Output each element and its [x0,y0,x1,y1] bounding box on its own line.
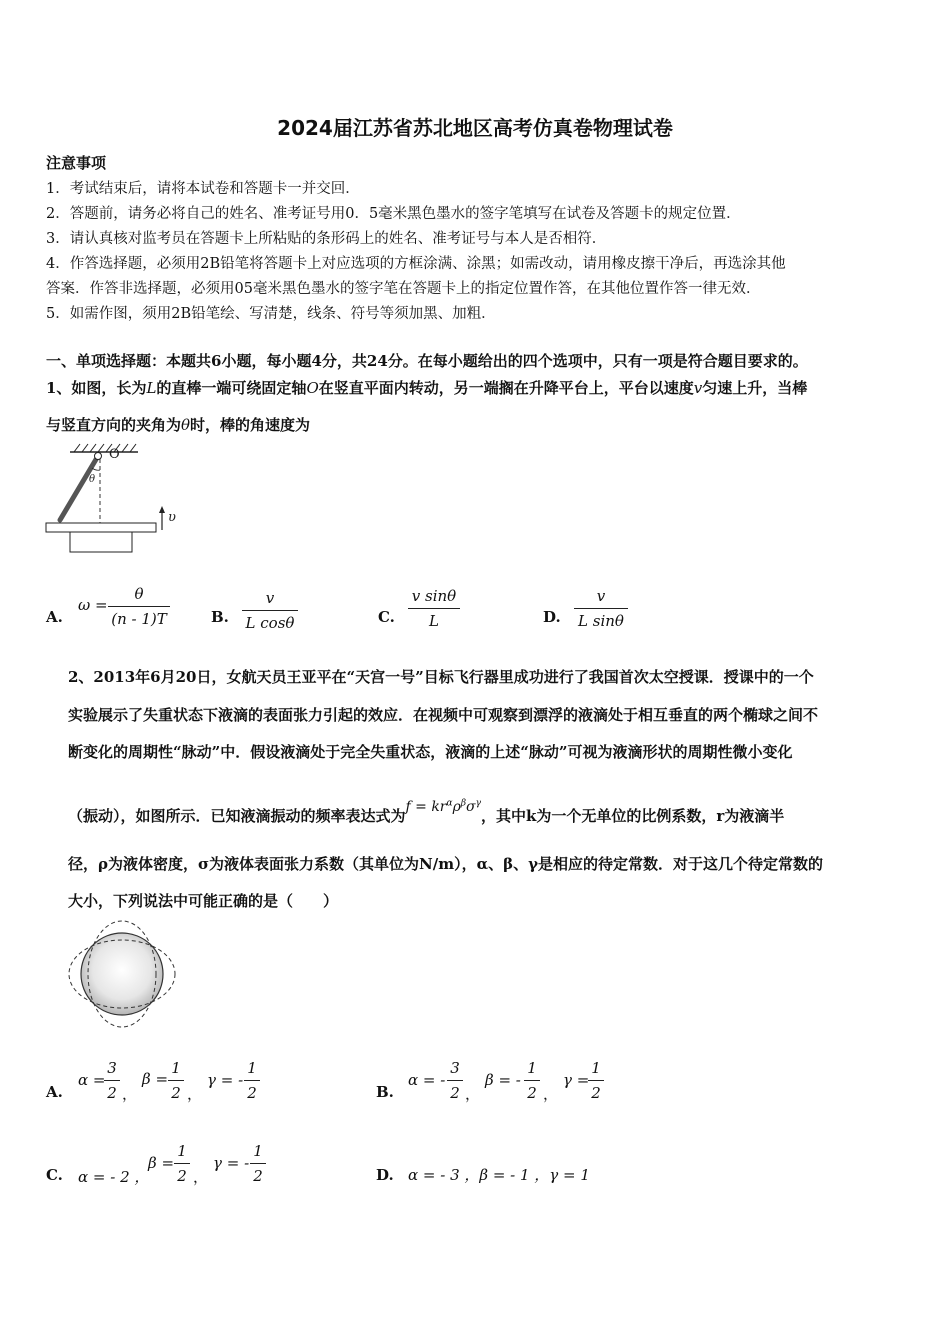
rod [60,456,98,520]
notice-item: 4．作答选择题，必须用2B铅笔将答题卡上对应选项的方框涂满、涂黑；如需改动，请用橡皮擦干净后，再选涂其他 [46,256,786,272]
q1-option-c-label[interactable]: C. [378,608,395,626]
question-2-line-2: 实验展示了失重状态下液滴的表面张力引起的效应．在视频中可观察到漂浮的液滴处于相互垂直的两个椭球之间不 [68,706,819,724]
notice-item: 1．考试结束后，请将本试卷和答题卡一并交回． [46,181,360,197]
page-title: 2024届江苏省苏北地区高考仿真卷物理试卷 [277,116,673,140]
q2-option-d-label[interactable]: D. [376,1166,394,1184]
theta-label: θ [89,474,96,485]
q1-option-a-lhs: ω = [78,596,108,614]
question-2-line-5: 径，ρ为液体密度，σ为液体表面张力系数（其单位为N/m），α、β、γ是相应的待定常数．对于这几个待定常数的 [68,855,824,873]
question-2-line-6: 大小，下列说法中可能正确的是（ ） [68,892,339,910]
q2-option-a-label[interactable]: A. [46,1083,63,1101]
notice-item: 5．如需作图，须用2B铅笔绘、写清楚，线条、符号等须加黑、加粗． [46,306,496,322]
platform-plate [46,523,156,532]
q2-option-d-formula: α = - 3 ，β = - 1 ，γ = 1 [408,1166,590,1184]
q1-option-a-fraction: θ (n - 1)T [108,583,170,630]
velocity-label: υ [168,510,176,525]
ceiling-hatch [74,444,136,452]
notice-item: 3．请认真核对监考员在答题卡上所粘贴的条形码上的姓名、准考证号与本人是否相符． [46,231,607,247]
section-heading: 一、单项选择题：本题共6小题，每小题4分，共24分。在每小题给出的四个选项中，只有一项是符合题目要求的。 [46,352,808,370]
question-2-line-3: 断变化的周期性“脉动”中．假设液滴处于完全失重状态，液滴的上述“脉动”可视为液滴形状的周期性微小变化 [68,743,793,761]
droplet-figure [64,918,180,1030]
q2-option-b-label[interactable]: B. [376,1083,394,1101]
notice-item: 答案．作答非选择题，必须用05毫米黑色墨水的签字笔在答题卡上的指定位置作答，在其他位置作答一律无效． [46,281,761,297]
velocity-arrowhead [159,506,165,513]
pivot [95,453,102,460]
rod-platform-figure [40,440,190,558]
q1-option-d-fraction: v L sinθ [574,585,628,632]
q1-option-a-label[interactable]: A. [46,608,63,626]
pivot-label: O [109,447,120,462]
notice-heading: 注意事项 [46,154,107,172]
platform-base [70,532,132,552]
question-1-line-2: 与竖直方向的夹角为θ时，棒的角速度为 [46,416,311,434]
question-2-line-4: （振动），如图所示．已知液滴振动的频率表达式为$f = kr^\alpha\rho^\beta\sigma^\gamma$，其中k为一个无单位的比例系数，r为液滴半 [68,798,785,825]
question-2-line-1: 2、2013年6月20日，女航天员王亚平在“天宫一号”目标飞行器里成功进行了我国首次太空授课．授课中的一个 [68,668,814,686]
q2-option-c-label[interactable]: C. [46,1166,63,1184]
notice-item: 2．答题前，请务必将自己的姓名、准考证号用0．5毫米黑色墨水的签字笔填写在试卷及答题卡的规定位置． [46,206,741,222]
q1-option-c-fraction: v sinθ L [408,585,460,632]
q1-option-b-fraction: v L cosθ [242,587,298,634]
q1-option-d-label[interactable]: D. [543,608,561,626]
q1-option-b-label[interactable]: B. [211,608,229,626]
question-1-line-1: 1、如图，长为L的直棒一端可绕固定轴O在竖直平面内转动，另一端搁在升降平台上，平台以速度v匀速上升，当棒 [46,379,808,397]
